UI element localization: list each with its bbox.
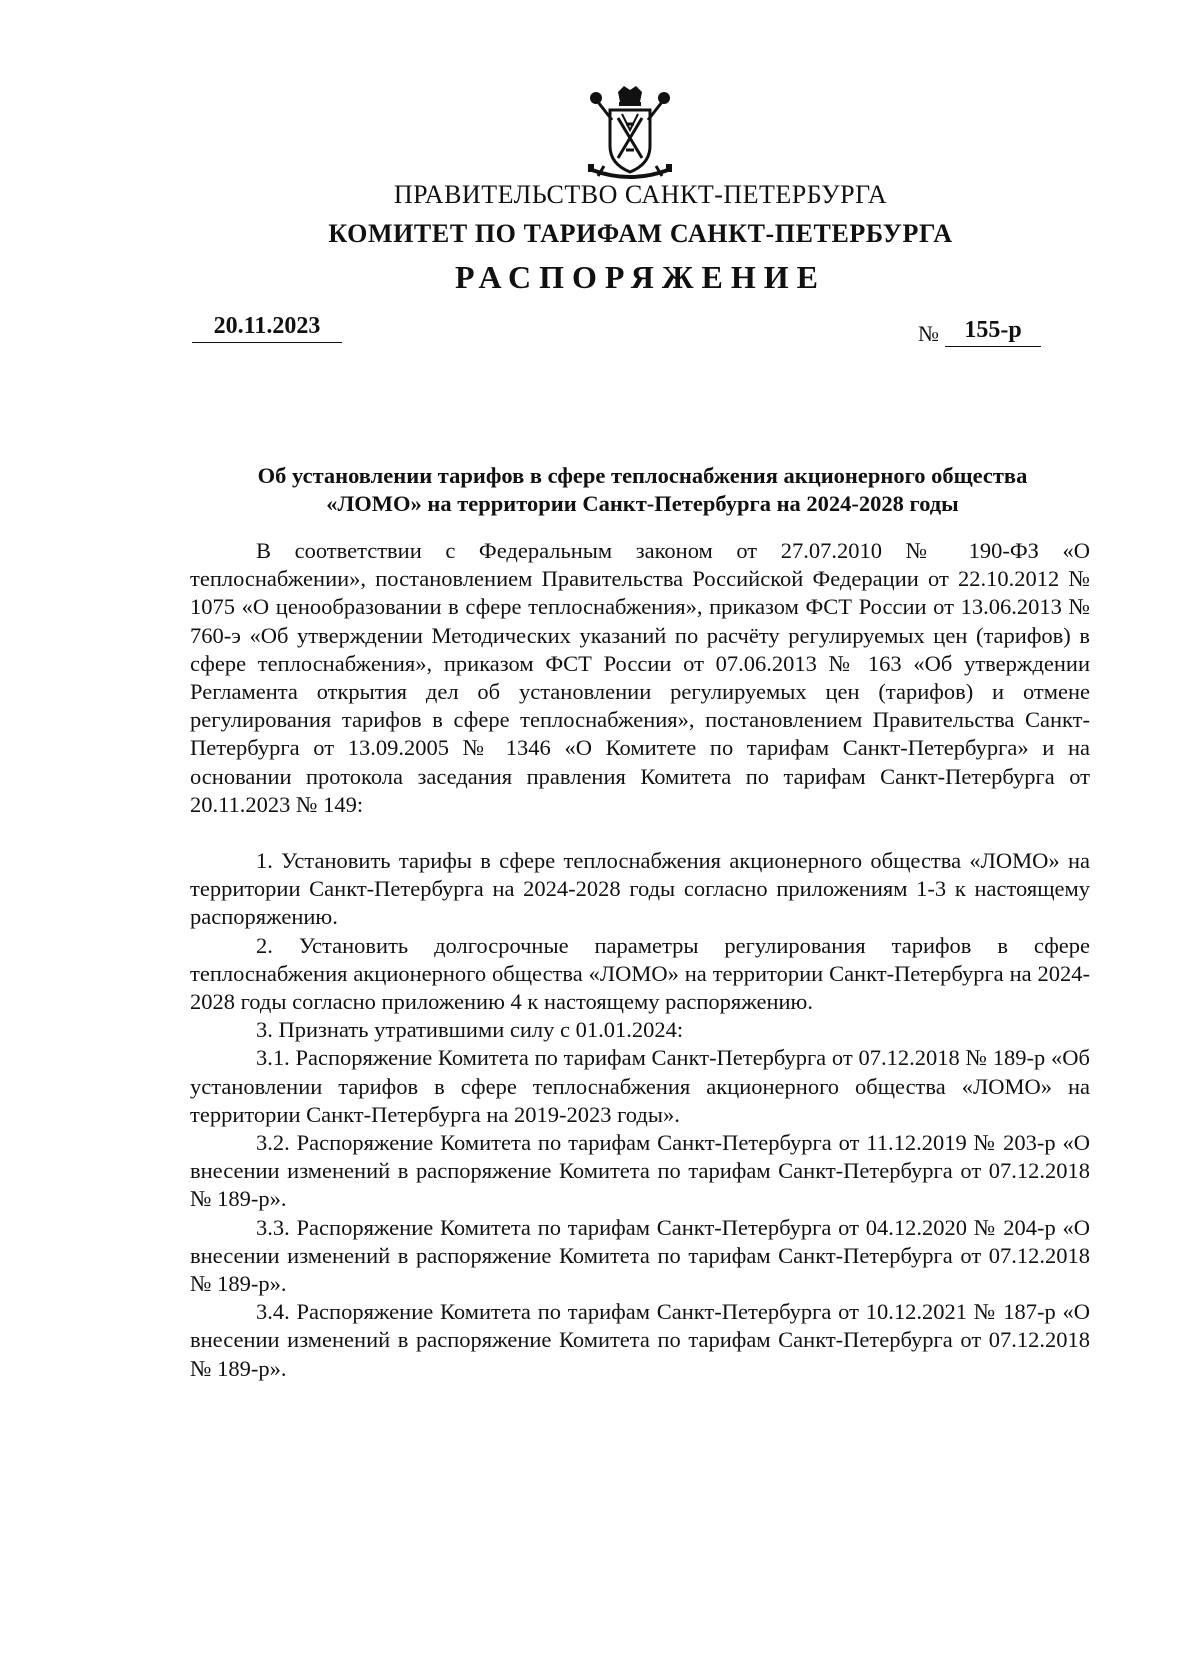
item-2: 2. Установить долгосрочные параметры регулирования тарифов в сфере теплоснабжения акционерного общества «ЛОМО» на территории Санкт-Петербурга на 2024-2028 годы согласно приложению 4 к настоящему распоряжению. [190,932,1090,1015]
committee-name: КОМИТЕТ ПО ТАРИФАМ САНКТ-ПЕТЕРБУРГА [328,219,953,248]
title-line-1: Об установлении тарифов в сфере теплоснабжения акционерного общества [257,463,1028,488]
document-date: 20.11.2023 [192,313,342,343]
document-type: РАСПОРЯЖЕНИЕ [454,259,827,295]
item-3-3: 3.3. Распоряжение Комитета по тарифам Санкт-Петербурга от 04.12.2020 № 204-р «О внесении изменений в распоряжение Комитета по тарифам Санкт-Петербурга от 07.12.2018 № 189-р». [190,1214,1090,1297]
government-name: ПРАВИТЕЛЬСТВО САНКТ-ПЕТЕРБУРГА [393,180,888,209]
preamble-paragraph: В соответствии с Федеральным законом от 27.07.2010 № 190-ФЗ «О теплоснабжении», постановлением Правительства Российской Федерации от 22.10.2012 № 1075 «О ценообразовании в сфере теплоснабжения», приказом ФСТ России от 13.06.2013 № 760-э «Об утверждении Методических указаний по расчёту регулируемых цен (тарифов) в сфере теплоснабжения», приказом ФСТ России от 07.06.2013 № 163 «Об утверждении Регламента открытия дел об установлении регулируемых цен (тарифов) и отмене регулирования тарифов в сфере теплоснабжения», постановлением Правительства Санкт-Петербурга от 13.09.2005 № 1346 «О Комитете по тарифам Санкт-Петербурга» и на основании протокола заседания правления Комитета по тарифам Санкт-Петербурга от 20.11.2023 № 149: [190,538,1090,817]
item-3-4: 3.4. Распоряжение Комитета по тарифам Санкт-Петербурга от 10.12.2021 № 187-р «О внесении изменений в распоряжение Комитета по тарифам Санкт-Петербурга от 07.12.2018 № 189-р». [190,1299,1090,1381]
item-1: 1. Установить тарифы в сфере теплоснабжения акционерного общества «ЛОМО» на территории Санкт-Петербурга на 2024-2028 годы согласно приложениям 1-3 к настоящему распоряжению. [190,848,1090,930]
coat-of-arms-graphic [582,84,678,184]
document-number: 155-р [945,317,1041,347]
document-title [196,462,1089,518]
number-sign: № [918,321,939,346]
title-line-2: «ЛОМО» на территории Санкт-Петербурга на 2024-2028 годы [326,491,959,516]
item-3-2: 3.2. Распоряжение Комитета по тарифам Санкт-Петербурга от 11.12.2019 № 203-р «О внесении изменений в распоряжение Комитета по тарифам Санкт-Петербурга от 07.12.2018 № 189-р». [190,1130,1090,1212]
item-3-1: 3.1. Распоряжение Комитета по тарифам Санкт-Петербурга от 07.12.2018 № 189-р «Об установлении тарифов в сфере теплоснабжения акционерного общества «ЛОМО» на территории Санкт-Петербурга на 2019-2023 годы». [190,1045,1090,1127]
document-number-block [918,317,1041,347]
document-body [190,537,1090,1383]
item-3: 3. Признать утратившими силу с 01.01.2024: [256,1017,684,1043]
coat-of-arms-icon [582,84,678,184]
